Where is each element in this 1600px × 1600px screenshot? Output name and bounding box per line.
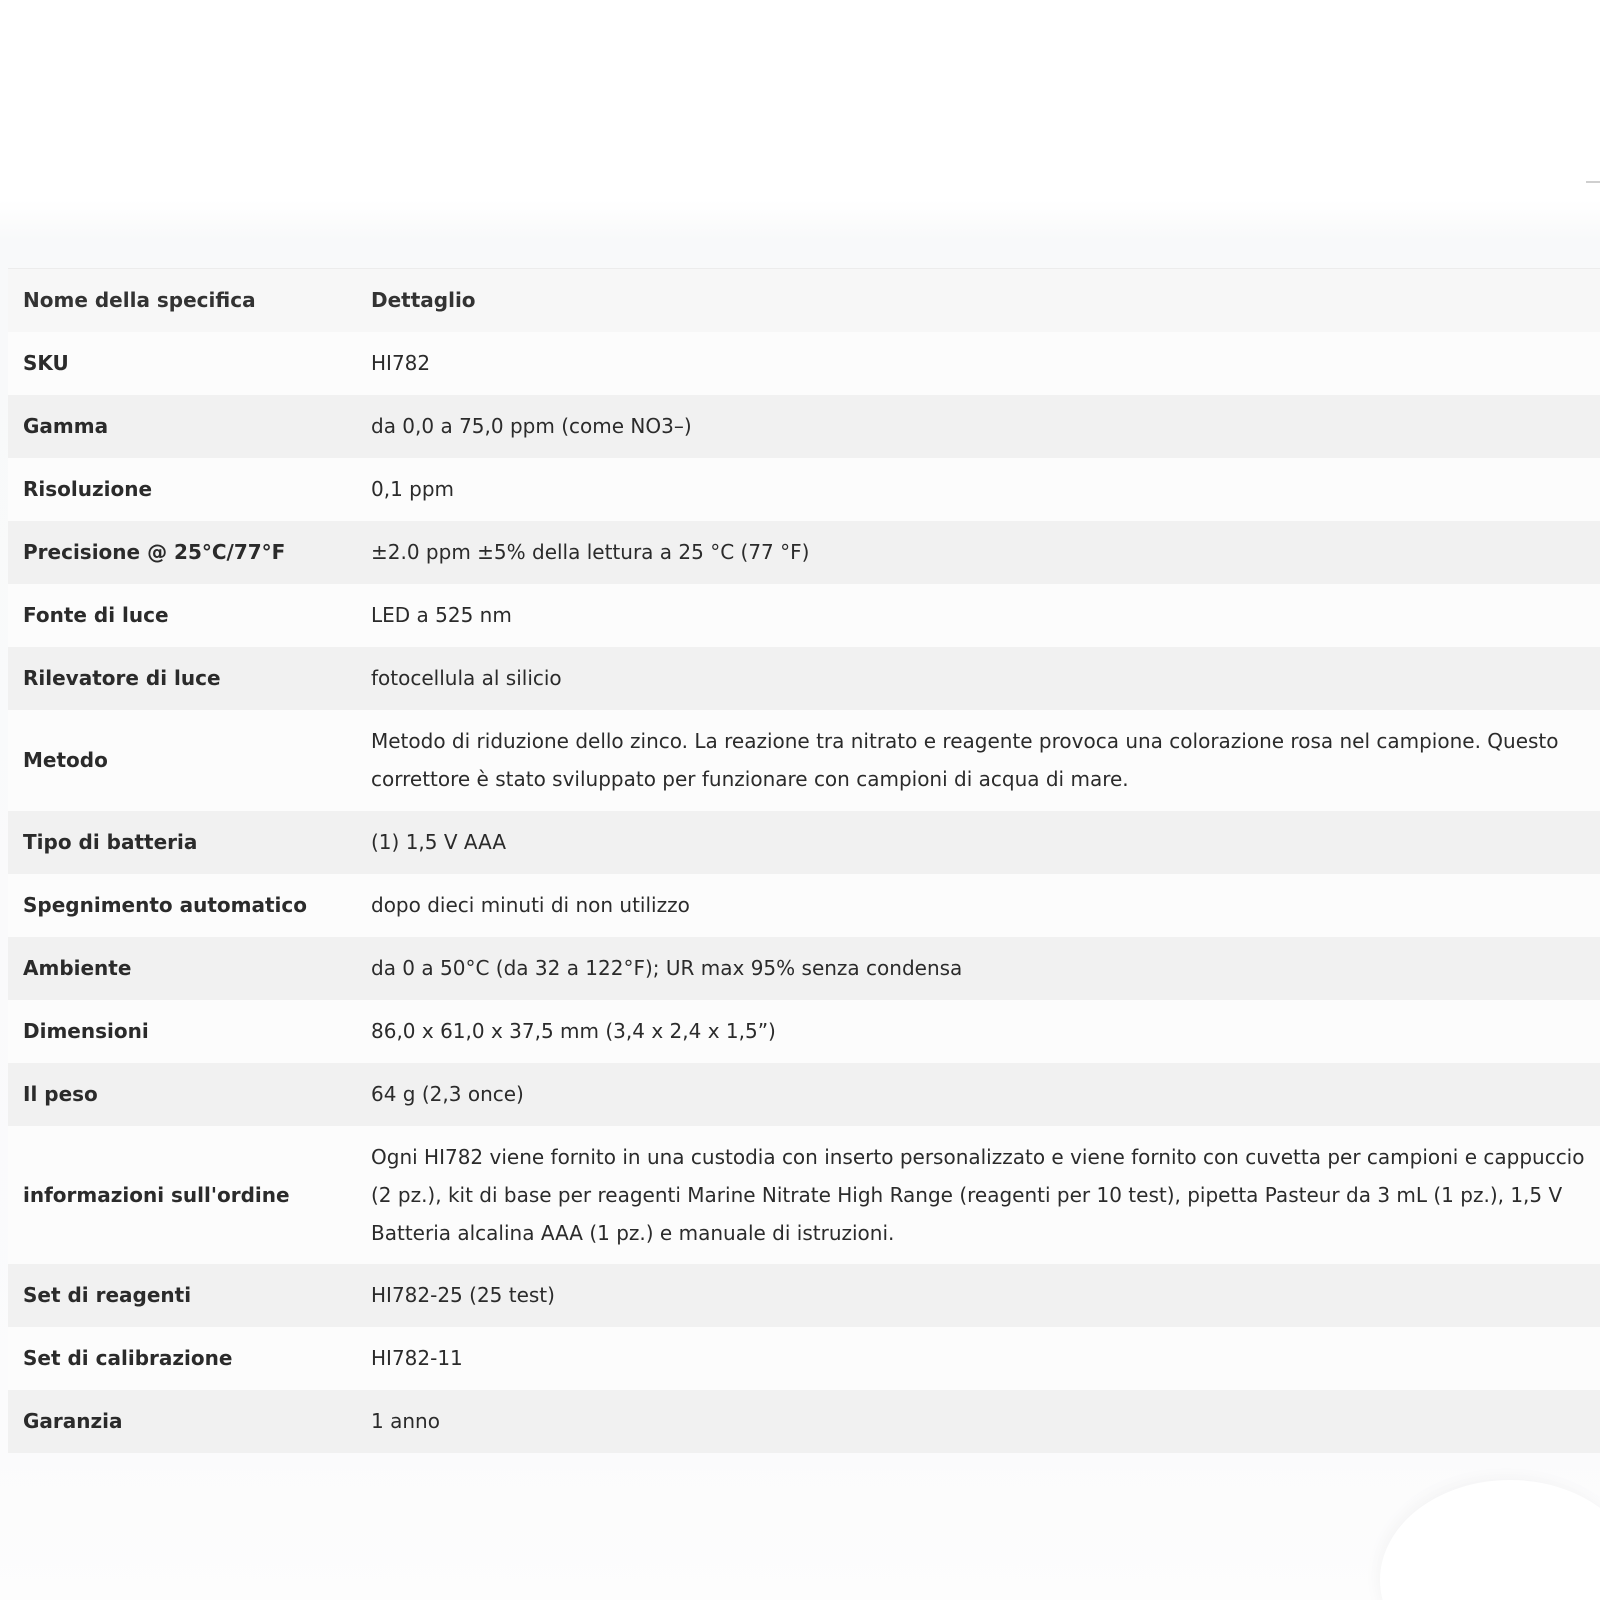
spec-value: Ogni HI782 viene fornito in una custodia con inserto personalizzato e viene fornito con cuvetta per campioni e cappuccio (2 pz.), kit di base per reagenti Marine Nitrate High Range (reagenti per 10 test), pipetta Pasteur da 3 mL (1 pz.), 1,5 V Batteria alcalina AAA (1 pz.) e manuale di istruzioni.: [371, 1144, 1585, 1245]
spec-name: SKU: [23, 351, 69, 375]
table-header-row: [8, 269, 1600, 332]
spec-name: Fonte di luce: [23, 603, 169, 627]
spec-value: da 0 a 50°C (da 32 a 122°F); UR max 95% senza condensa: [371, 956, 963, 980]
table-row: [8, 521, 1600, 584]
table-row: [8, 395, 1600, 458]
decorative-shape: [1380, 1480, 1600, 1600]
spec-value: HI782: [371, 351, 431, 375]
spec-name: Dimensioni: [23, 1019, 149, 1043]
spec-name: Il peso: [23, 1082, 98, 1106]
spec-value: 1 anno: [371, 1409, 440, 1433]
spec-name: informazioni sull'ordine: [23, 1182, 290, 1207]
table-row: [8, 874, 1600, 937]
spec-value: fotocellula al silicio: [371, 666, 562, 690]
table-row: [8, 1063, 1600, 1126]
spec-name: Risoluzione: [23, 477, 153, 501]
table-row: [8, 584, 1600, 647]
table-row: [8, 811, 1600, 874]
spec-name: Spegnimento automatico: [23, 893, 307, 917]
spec-name: Set di calibrazione: [23, 1346, 233, 1370]
spec-value: HI782-25 (25 test): [371, 1283, 555, 1307]
header-detail: Dettaglio: [371, 288, 476, 313]
spec-value: (1) 1,5 V AAA: [371, 830, 507, 854]
header-spec-name: Nome della specifica: [23, 288, 256, 313]
spec-name: Ambiente: [23, 956, 132, 980]
spec-value: LED a 525 nm: [371, 603, 512, 627]
spec-value: ±2.0 ppm ±5% della lettura a 25 °C (77 °F): [371, 540, 810, 564]
spec-name: Precisione @ 25°C/77°F: [23, 540, 286, 564]
spec-value: dopo dieci minuti di non utilizzo: [371, 893, 690, 917]
table-row: [8, 1126, 1600, 1264]
spec-value: da 0,0 a 75,0 ppm (come NO3–): [371, 414, 692, 438]
spec-name: Tipo di batteria: [23, 830, 198, 854]
spec-name: Set di reagenti: [23, 1283, 192, 1307]
spec-name: Gamma: [23, 414, 109, 438]
spec-value: 86,0 x 61,0 x 37,5 mm (3,4 x 2,4 x 1,5”): [371, 1019, 776, 1043]
spec-name: Rilevatore di luce: [23, 666, 221, 690]
spec-name: Metodo: [23, 748, 108, 772]
spec-name: Garanzia: [23, 1409, 123, 1433]
table-row: [8, 1000, 1600, 1063]
table-row: [8, 647, 1600, 710]
spec-value: Metodo di riduzione dello zinco. La reazione tra nitrato e reagente provoca una colorazione rosa nel campione. Questo correttore è stato sviluppato per funzionare con campioni di acqua di mare.: [371, 729, 1559, 791]
spec-value: 64 g (2,3 once): [371, 1082, 524, 1106]
corner-divider: [1586, 181, 1600, 183]
table-row: [8, 332, 1600, 395]
table-row: [8, 1327, 1600, 1390]
spec-value: HI782-11: [371, 1346, 463, 1370]
table-row: [8, 1264, 1600, 1327]
table-row: [8, 1390, 1600, 1453]
table-row: [8, 710, 1600, 811]
spec-table: [8, 268, 1600, 1453]
spec-value: 0,1 ppm: [371, 477, 455, 501]
table-row: [8, 937, 1600, 1000]
table-row: [8, 458, 1600, 521]
